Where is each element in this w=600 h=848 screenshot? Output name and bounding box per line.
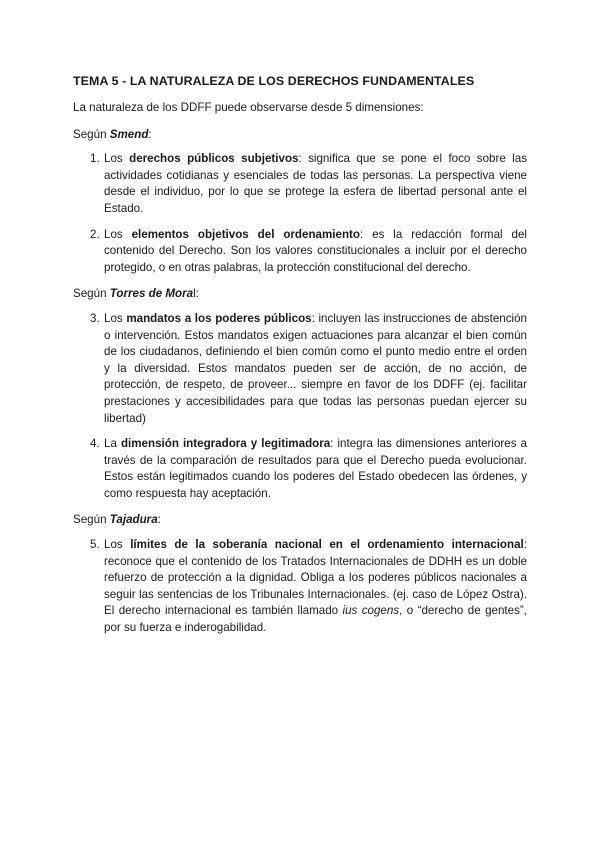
latin-term: ius cogens: [342, 604, 400, 618]
item-term: elementos objetivos del ordenamiento: [131, 227, 360, 241]
item-term: derechos públicos subjetivos: [129, 152, 299, 166]
author-name: Tajadura: [109, 513, 158, 527]
item-text: : reconoce que el contenido de los Tratados Internacionales de DDHH es un doble refuerzo de protección a la dignidad. Obliga a los poderes públicos nacionales a seguir las sentencias de los Tribunales Internacionales. (ej. caso de López Ostra). El derecho internacional es también llamado: [104, 538, 527, 618]
item-number: 1.: [90, 152, 100, 166]
dimension-list: [73, 311, 527, 503]
section-heading-smend: Según Smend:: [73, 127, 152, 141]
item-term: límites de la soberanía nacional en el ordenamiento internacional: [130, 538, 524, 552]
dimension-list: [73, 151, 527, 276]
item-term: mandatos a los poderes públicos: [126, 311, 312, 325]
item-number: 2.: [90, 227, 100, 241]
item-text: : significa que se pone el foco sobre las actividades cotidianas y esenciales de todas las personas. La perspectiva viene desde el individuo, por lo que se protege la esfera de libertad personal ante el Estado.: [104, 152, 527, 215]
item-term: dimensión integradora y legitimadora: [120, 437, 331, 451]
list-item: 3. Los mandatos a los poderes públicos: incluyen las instrucciones de abstención o intervención. Estos mandatos exigen actuaciones para alcanzar el bien común de los ciudadanos, definiendo el bien común como el punto medio entre el orden y la diversidad. Estos mandatos pueden ser de acción, de no acción, de protección, de respeto, de proveer... siempre en favor de los DDFF (ej. facilitar prestaciones y accesibilidades para que todas las personas puedan ejercer su libertad): [90, 311, 527, 425]
item-text: : es la redacción formal del contenido del Derecho. Son los valores constitucionales a incluir por el derecho protegido, o en otras palabras, la protección constitucional del derecho.: [104, 227, 527, 274]
author-name: Torres de Mora: [109, 287, 194, 301]
section-heading-torres-de-moral: Según Torres de Moral:: [73, 287, 199, 301]
dimension-list: [73, 537, 527, 637]
list-item: 5. Los límites de la soberanía nacional en el ordenamiento internacional: reconoce que el contenido de los Tratados Internacionales de DDHH es un doble refuerzo de protección a la dignidad. Obliga a los poderes públicos nacionales a seguir las sentencias de los Tribunales Internacionales. (ej. caso de López Ostra). El derecho internacional es también llamado ius cogens, o “derecho de gentes”, por su fuerza e inderogabilidad.: [90, 538, 527, 635]
author-name: Smend: [109, 127, 149, 141]
item-number: 5.: [90, 538, 100, 552]
item-number: 4.: [90, 437, 100, 451]
item-number: 3.: [90, 311, 100, 325]
document-content: [73, 73, 527, 646]
intro-paragraph: La naturaleza de los DDFF puede observarse desde 5 dimensiones:: [73, 101, 424, 114]
section-heading-tajadura: Según Tajadura:: [73, 513, 161, 527]
item-text: : incluyen las instrucciones de abstención o intervención. Estos mandatos exigen actuaciones para alcanzar el bien común de los ciudadanos, definiendo el bien común como el punto medio entre el orden y la diversidad. Estos mandatos pueden ser de acción, de no acción, de protección, de respeto, de proveer... siempre en favor de los DDFF (ej. facilitar prestaciones y accesibilidades para que todas las personas puedan ejercer su libertad): [104, 311, 527, 425]
list-item: 4. La dimensión integradora y legitimadora: integra las dimensiones anteriores a través de la comparación de resultados para que el Derecho pueda evolucionar. Estos están legitimados cuando los poderes del Estado obedecen las órdenes, y como respuesta hay aceptación.: [90, 437, 527, 500]
item-text: : integra las dimensiones anteriores a través de la comparación de resultados para que el Derecho pueda evolucionar. Estos están legitimados cuando los poderes del Estado obedecen las órdenes, y como respuesta hay aceptación.: [104, 437, 527, 500]
list-item: 1. Los derechos públicos subjetivos: significa que se pone el foco sobre las actividades cotidianas y esenciales de todas las personas. La perspectiva viene desde el individuo, por lo que se protege la esfera de libertad personal ante el Estado.: [90, 152, 527, 215]
list-item: 2. Los elementos objetivos del ordenamiento: es la redacción formal del contenido del Derecho. Son los valores constitucionales a incluir por el derecho protegido, o en otras palabras, la protección constitucional del derecho.: [90, 227, 527, 274]
page-title: TEMA 5 - LA NATURALEZA DE LOS DERECHOS FUNDAMENTALES: [73, 74, 475, 88]
